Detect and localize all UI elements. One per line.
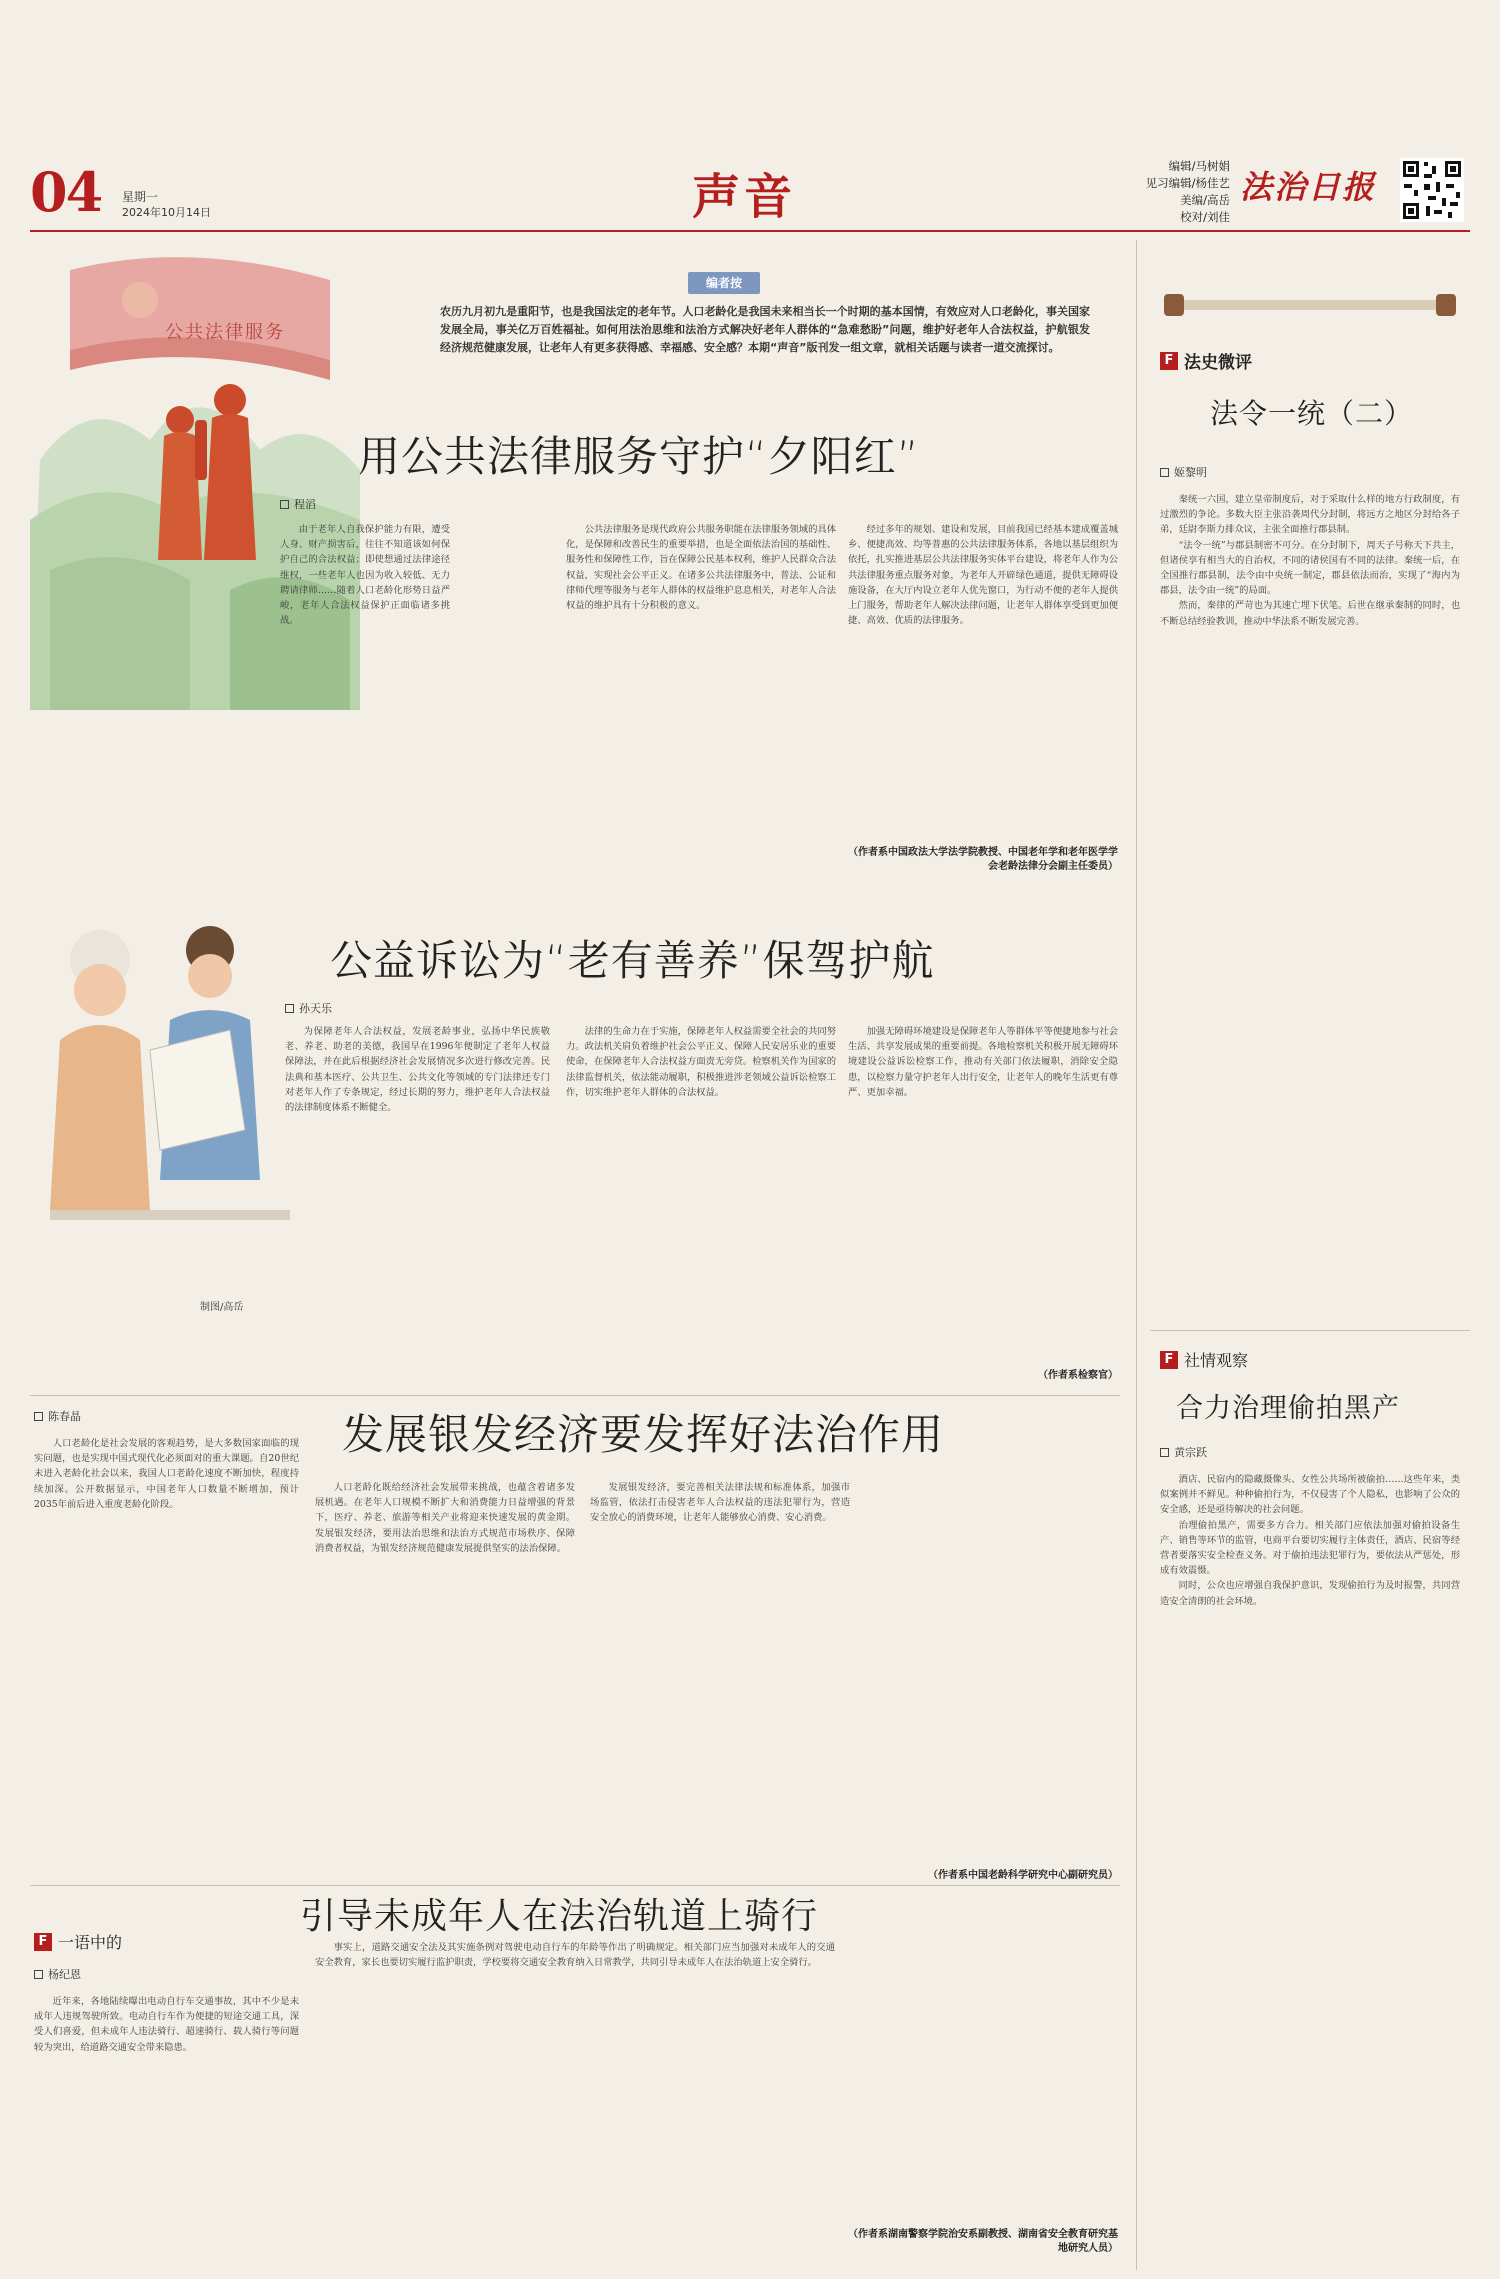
author-marker-icon: [1160, 1448, 1169, 1457]
paragraph: 公共法律服务是现代政府公共服务职能在法律服务领域的具体化，是保障和改善民生的重要举措，也是全面依法治国的基础性、服务性和保障性工作，旨在保障公民基本权利，维护人民群众合法权益，实现社会公平正义。在诸多公共法律服务中，普法、公证和律师代理等服务与老年人群体的权益维护息息相关，对老年人合法权益的维护具有十分积极的意义。: [566, 524, 836, 612]
editor-note-tag: 编者按: [688, 272, 760, 294]
scroll-ornament-icon: [1160, 290, 1460, 320]
sidebar-1-title: 法令一统（二）: [1210, 397, 1414, 430]
author-marker-icon: [280, 500, 289, 509]
divider: [30, 1395, 1120, 1396]
author-marker-icon: [285, 1004, 294, 1013]
column-logo-icon: F: [34, 1933, 52, 1951]
elderly-illustration: [30, 880, 290, 1260]
column-logo-icon: F: [1160, 352, 1178, 370]
article-4-col-2: [315, 1940, 835, 2260]
paragraph: 发展银发经济，要完善相关法律法规和标准体系，加强市场监管，依法打击侵害老年人合法权益的违法犯罪行为，营造安全放心的消费环境，让老年人能够放心消费、安心消费。: [590, 1482, 850, 1524]
book-label: 公共法律服务: [165, 322, 285, 343]
sidebar-1-body: [1160, 492, 1460, 1352]
sidebar-2-body: [1160, 1472, 1460, 2262]
column-tag-yiyu: [34, 1930, 122, 1953]
sidebar-rule: [1136, 240, 1137, 2270]
weekday: 星期一: [122, 190, 159, 204]
paragraph: “法令一统”与郡县制密不可分。在分封制下，周天子号称天下共主，但诸侯享有相当大的自治权，不同的诸侯国有不同的法律。秦统一后，在全国推行郡县制，法令由中央统一制定，郡县依法而治，实现了“海内为郡县，法令由一统”的局面。: [1160, 539, 1460, 597]
paragraph: 人口老龄化是社会发展的客观趋势，是大多数国家面临的现实问题，也是实现中国式现代化必须面对的重大课题。自20世纪末进入老龄化社会以来，我国人口老龄化速度不断加快，程度持续加深。公开数据显示，中国老年人口数量不断增加，预计2035年前后进入重度老龄化阶段。: [34, 1438, 299, 1510]
author-name: 程滔: [294, 498, 316, 511]
paragraph: 人口老龄化既给经济社会发展带来挑战，也蕴含着诸多发展机遇。在老年人口规模不断扩大和消费能力日益增强的背景下，医疗、养老、旅游等相关产业将迎来快速发展的黄金期。发展银发经济，要用法治思维和法治方式规范市场秩序、保障消费者权益，为银发经济规范健康发展提供坚实的法治保障。: [315, 1482, 575, 1554]
divider: [1150, 1330, 1470, 1331]
article-4-col-1: [34, 1994, 299, 2269]
column-name: 社情观察: [1184, 1351, 1249, 1370]
author-name: 陈春晶: [48, 1410, 81, 1423]
article-1-col-1: [280, 522, 450, 872]
paragraph: 同时，公众也应增强自我保护意识，发现偷拍行为及时报警，共同营造安全清朗的社会环境。: [1160, 1580, 1460, 1607]
issue-date: 2024年10月14日: [122, 206, 211, 219]
column-tag-sheqing: [1160, 1348, 1248, 1371]
author-marker-icon: [34, 1970, 43, 1979]
divider: [30, 1885, 1120, 1886]
editor-credit: 美编/高岳: [1180, 193, 1230, 207]
author-name: 杨纪恩: [48, 1968, 81, 1981]
paragraph: 酒店、民宿内的隐藏摄像头、女性公共场所被偷拍……这些年来，类似案例并不鲜见。种种偷拍行为，不仅侵害了个人隐私，也影响了公众的安全感，还是亟待解决的社会问题。: [1160, 1474, 1460, 1516]
article-3-author: [34, 1408, 81, 1424]
editor-credits: [1130, 158, 1230, 226]
paragraph: 然而，秦律的严苛也为其速亡埋下伏笔。后世在继承秦制的同时，也不断总结经验教训，推动中华法系不断发展完善。: [1160, 600, 1460, 627]
article-1-col-3: [848, 522, 1118, 842]
article-3-title: 发展银发经济要发挥好法治作用: [342, 1410, 945, 1459]
article-2-col-1: [285, 1024, 550, 1384]
column-name: 法史微评: [1184, 353, 1252, 373]
masthead-rule: [30, 230, 1470, 232]
paper-logo: 法治日报: [1240, 168, 1377, 206]
article-2-col-2: [566, 1024, 836, 1384]
article-3-signature: （作者系中国老龄科学研究中心副研究员）: [928, 1870, 1118, 1881]
masthead: [0, 0, 1500, 230]
paragraph: 经过多年的规划、建设和发展，目前我国已经基本建成覆盖城乡、便捷高效、均等普惠的公共法律服务体系，各地以基层组织为依托，扎实推进基层公共法律服务实体平台建设，将老年人作为公共法律服务重点服务对象，为老年人开辟绿色通道，提供无障碍设施设备，在大厅内设立老年人优先窗口，为行动不便的老年人提供上门服务，帮助老年人解决法律问题，让老年人群体享受到更加便捷、高效、优质的法律服务。: [848, 524, 1118, 627]
author-name: 孙天乐: [299, 1002, 332, 1015]
paragraph: 法律的生命力在于实施，保障老年人权益需要全社会的共同努力。政法机关肩负着维护社会公平正义、保障人民安居乐业的重要使命，在保障老年人合法权益方面责无旁贷。检察机关作为国家的法律监督机关，依法能动履职，积极推进涉老领域公益诉讼检察工作，切实维护老年人群体的合法权益。: [566, 1026, 836, 1098]
paragraph: 加强无障碍环境建设是保障老年人等群体平等便捷地参与社会生活、共享发展成果的重要前提。各地检察机关积极开展无障碍环境建设公益诉讼检察工作，推动有关部门依法履职，消除安全隐患，以检察力量守护老年人出行安全，让老年人的晚年生活更有尊严、更加幸福。: [848, 1026, 1118, 1098]
section-title: 声音: [692, 169, 797, 225]
editor-credit: 校对/刘佳: [1180, 210, 1230, 224]
author-marker-icon: [34, 1412, 43, 1421]
column-tag-fashi: [1160, 348, 1252, 373]
author-name: 姬黎明: [1174, 466, 1207, 479]
page-number: 04: [30, 160, 102, 224]
article-4-title: 引导未成年人在法治轨道上骑行: [300, 1896, 819, 1937]
sidebar-2-author: [1160, 1444, 1207, 1460]
paragraph: 事实上，道路交通安全法及其实施条例对驾驶电动自行车的年龄等作出了明确规定。相关部门应当加强对未成年人的交通安全教育，家长也要切实履行监护职责，学校要将交通安全教育纳入日常教学，共同引导未成年人在法治轨道上安全骑行。: [315, 1942, 835, 1969]
article-1-signature: （作者系中国政法大学法学院教授、中国老年学和老年医学学会老龄法律分会副主任委员）: [848, 847, 1118, 872]
article-3-col-1: [34, 1436, 299, 1856]
paragraph: 近年来，各地陆续曝出电动自行车交通事故，其中不少是未成年人违规驾驶所致。电动自行车作为便捷的短途交通工具，深受人们喜爱，但未成年人违法骑行、超速骑行、载人骑行等问题较为突出，给道路交通安全带来隐患。: [34, 1996, 299, 2053]
editor-credit: 编辑/马树娟: [1168, 159, 1230, 173]
sidebar-2-title: 合力治理偷拍黑产: [1176, 1393, 1400, 1424]
article-1-col-2: [566, 522, 836, 872]
article-2-author: [285, 1000, 332, 1016]
editor-note: 农历九月初九是重阳节，也是我国法定的老年节。人口老龄化是我国未来相当长一个时期的基本国情，有效应对人口老龄化，事关国家发展全局，事关亿万百姓福祉。如何用法治思维和法治方式解决好老年人群体的“急难愁盼”问题，维护好老年人合法权益，护航银发经济规范健康发展，让老年人有更多获得感、幸福感、安全感？本期“声音”版刊发一组文章，就相关话题与读者一道交流探讨。: [440, 305, 1090, 354]
article-1-title: 用公共法律服务守护“夕阳红”: [358, 432, 920, 481]
qr-code-icon: [1400, 158, 1464, 222]
author-name: 黄宗跃: [1174, 1446, 1207, 1459]
author-marker-icon: [1160, 468, 1169, 477]
article-1-author: [280, 496, 316, 512]
article-4-signature: （作者系湖南警察学院治安系副教授、湖南省安全教育研究基地研究人员）: [848, 2229, 1118, 2254]
article-2-col-3: [848, 1024, 1118, 1354]
sidebar-1-author: [1160, 464, 1207, 480]
editor-credit: 见习编辑/杨佳艺: [1145, 176, 1230, 190]
article-3-col-2: [315, 1480, 575, 1860]
paragraph: 由于老年人自我保护能力有限，遭受人身、财产损害后，往往不知道该如何保护自己的合法权益；即使想通过法律途径维权，一些老年人也因为收入较低、无力聘请律师……随着人口老龄化形势日益严峻，老年人合法权益保护正面临诸多挑战。: [280, 524, 450, 627]
column-name: 一语中的: [58, 1933, 123, 1952]
article-3-col-3: [590, 1480, 850, 1860]
illustration-credit: 制图/高岳: [200, 1302, 244, 1313]
paragraph: 治理偷拍黑产，需要多方合力。相关部门应依法加强对偷拍设备生产、销售等环节的监管，电商平台要切实履行主体责任，酒店、民宿等经营者要落实安全检查义务。对于偷拍违法犯罪行为，要依法从严惩处，形成有效震慑。: [1160, 1519, 1460, 1577]
paragraph: 秦统一六国，建立皇帝制度后，对于采取什么样的地方行政制度，有过激烈的争论。多数大臣主张沿袭周代分封制，将远方之地区分封给各子弟，廷尉李斯力排众议，主张全面推行郡县制。: [1160, 494, 1460, 536]
paragraph: 为保障老年人合法权益，发展老龄事业，弘扬中华民族敬老、养老、助老的美德，我国早在1996年便制定了老年人权益保障法，并在此后根据经济社会发展情况多次进行修改完善。民法典和基本医疗、公共卫生、公共文化等领域的专门法律还专门对老年人作了专条规定，经过长期的努力，维护老年人合法权益的法律制度体系不断健全。: [285, 1026, 550, 1114]
article-4-author: [34, 1966, 81, 1982]
column-logo-icon: F: [1160, 1351, 1178, 1369]
article-2-signature: （作者系检察官）: [1038, 1370, 1118, 1381]
article-2-title: 公益诉讼为“老有善养”保驾护航: [330, 936, 935, 985]
